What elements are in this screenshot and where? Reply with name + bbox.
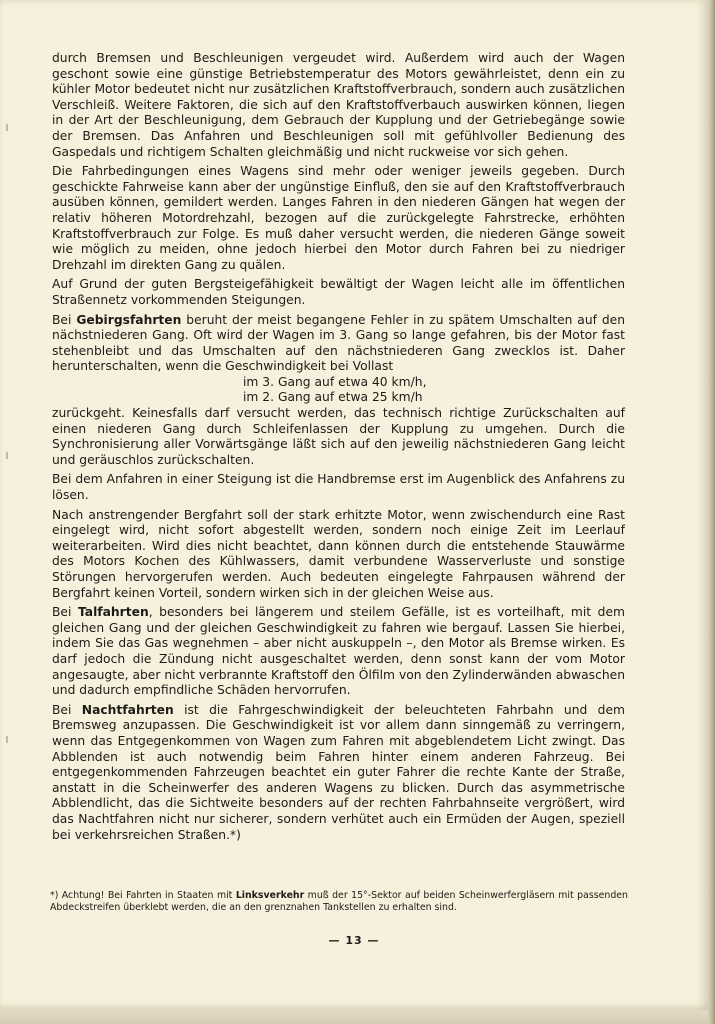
gear-speed-list	[243, 375, 483, 406]
margin-mark	[6, 452, 8, 459]
page-number: — 13 —	[328, 934, 380, 947]
heading-nachtfahrten: Nachtfahrten	[81, 702, 174, 717]
paragraph: zurückgeht. Keinesfalls darf versucht werden, das technisch richtige Zurückschalten auf einen niederen Gang durch Schleifenlassen der Kupplung zu umgehen. Durch die Synchronisierung aller Vorwärtsgänge läßt sich auf den jeweilig nächstniederen Gang leicht und geräuschlos zurückschalten.	[52, 406, 625, 467]
footnote-emphasis: Linksverkehr	[235, 890, 305, 901]
heading-talfahrten: Talfahrten	[77, 605, 149, 620]
paragraph: durch Bremsen und Beschleunigen vergeudet wird. Außerdem wird auch der Wagen geschont sowie eine günstige Betriebstemperatur des Motors gewährleistet, denn ein zu kühler Motor bedeutet nicht nur zusätzlichen Kraftstoffverbrauch, sondern auch zusätzlichen Verschleiß. Weitere Faktoren, die sich auf den Kraftstoffverbauch auswirken können, liegen in der Art der Beschleunigung, dem Gebrauch der Kupplung und der Getriebegänge sowie der Bremsen. Das Anfahren und Beschleunigen soll mit gefühlvoller Bedienung des Gaspedals und richtigem Schalten gleichmäßig und nicht ruckweise vor sich gehen.	[52, 51, 625, 159]
margin-mark	[6, 124, 8, 131]
paragraph-nachtfahrten: Bei Nachtfahrten ist die Fahrgeschwindigkeit der beleuchteten Fahrbahn und dem Bremsweg anzupassen. Die Geschwindigkeit ist vor allem dann sinngemäß zu verringern, wenn das Entgegenkommen von Wagen zum Fahren mit abgeblendetem Licht zwingt. Das Abblenden ist auch notwendig beim Fahren hinter einem anderen Fahrzeug. Bei entgegenkommenden Fahrzeugen beachtet ein guter Fahrer die rechte Kante der Straße, anstatt in die Scheinwerfer des anderen Wagens zu blicken. Durch das asymmetrische Abblendlicht, das die Sichtweite besonders auf der rechten Fahrbahnseite vergrößert, wird das Nachtfahren nicht nur sicherer, sondern verhütet auch ein Ermüden der Augen, speziell bei verkehrsreichen Straßen.*)	[52, 702, 626, 842]
heading-gebirgsfahrten: Gebirgsfahrten	[76, 312, 182, 327]
paragraph: Auf Grund der guten Bergsteigefähigkeit bewältigt der Wagen leicht alle im öffentlichen Straßennetz vorkommenden Steigungen.	[52, 277, 625, 307]
gear-line: im 2. Gang auf etwa 25 km/h	[243, 390, 423, 405]
footnote: *) Achtung! Bei Fahrten in Staaten mit Linksverkehr muß der 15°-Sektor auf beiden Scheinwerfergläsern mit passenden Abdeckstreifen überklebt werden, die an den grenznahen Tankstellen zu erhalten sind.	[50, 890, 628, 913]
paragraph: Nach anstrengender Bergfahrt soll der stark erhitzte Motor, wenn zwischendurch eine Rast eingelegt wird, nicht sofort abgestellt werden, sondern noch einige Zeit im Leerlauf weiterarbeiten. Wird dies nicht beachtet, dann können durch die entstehende Stauwärme des Motors Kochen des Kühlwassers, damit verbundene Wasserverluste und sonstige Störungen hervorgerufen werden. Auch bedeuten eingelegte Fahrpausen während der Bergfahrt keinen Vorteil, sondern wirken sich in der gleichen Weise aus.	[52, 507, 625, 600]
paragraph-talfahrten: Bei Talfahrten, besonders bei längerem und steilem Gefälle, ist es vorteilhaft, mit dem gleichen Gang und der gleichen Geschwindigkeit zu fahren wie bergauf. Lassen Sie hierbei, indem Sie das Gas wegnehmen – aber nicht auskuppeln –, den Motor als Bremse wirken. Es darf jedoch die Zündung nicht ausgeschaltet werden, denn sonst kann der vom Motor angesaugte, aber nicht verbrannte Kraftstoff den Ölfilm von den Zylinderwänden abwaschen und dadurch empfindliche Schäden hervorrufen.	[52, 605, 625, 698]
paragraph-gebirgsfahrten: Bei Gebirgsfahrten beruht der meist begangene Fehler in zu spätem Umschalten auf den nächstniederen Gang. Oft wird der Wagen im 3. Gang so lange gefahren, bis der Motor fast stehenbleibt und das Umschalten auf den nächstniederen Gang zwecklos ist. Daher herunterschalten, wenn die Geschwindigkeit bei Vollast	[52, 312, 626, 374]
book-binding	[708, 0, 715, 1024]
body-text	[52, 51, 625, 847]
page-bottom-edge	[0, 1010, 708, 1024]
gear-line: im 3. Gang auf etwa 40 km/h,	[243, 374, 427, 389]
paragraph: Bei dem Anfahren in einer Steigung ist die Handbremse erst im Augenblick des Anfahrens zu lösen.	[52, 472, 625, 503]
margin-mark	[6, 736, 8, 743]
paragraph: Die Fahrbedingungen eines Wagens sind mehr oder weniger jeweils gegeben. Durch geschickte Fahrweise kann aber der ungünstige Einfluß, den sie auf den Kraftstoffverbrauch ausüben können, gemildert werden. Langes Fahren in den niederen Gängen hat wegen der relativ höheren Motordrehzahl, bezogen auf die zurückgelegte Fahrstrecke, erhöhten Kraftstoffverbrauch zur Folge. Es muß daher versucht werden, die niederen Gänge soweit wie möglich zu meiden, ohne jedoch hierbei den Motor durch Fahren bei zu niedriger Drehzahl im direkten Gang zu quälen.	[52, 164, 625, 272]
